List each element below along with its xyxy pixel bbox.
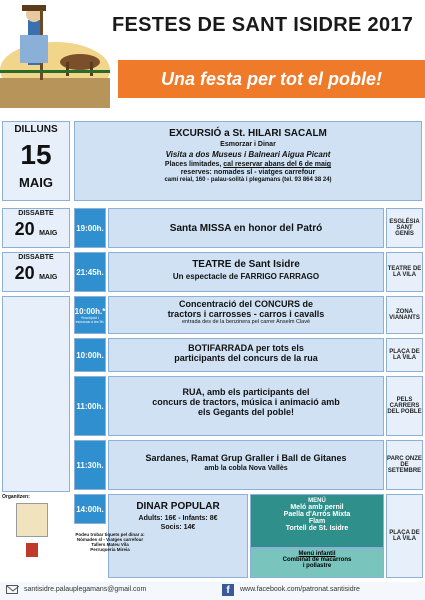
event-line1: Concentració del CONCURS de [178,299,314,309]
place-cell: ESGLÉSIA SANT GENÍS [386,208,423,248]
date-cell-saturday-mass [2,208,70,248]
place-cell: PLAÇA DE LA VILA [386,494,423,578]
date-cell-sunday [2,296,70,492]
day-label: DISSABTE [18,254,54,261]
tickets-line3: Tallers Mateu Vila [91,542,129,547]
time-cell: 21:45h. [74,252,106,292]
date-number: 20 [14,263,35,283]
rua-event [108,376,384,436]
tickets-line2: Nòmades sl - Viatges carrefour [76,537,144,542]
menu-title: MENÚ [308,498,326,504]
patronat-logo [16,503,48,537]
tickets-line1: Podeu trobar tiquets pel dinar a: [75,532,145,537]
envelope-icon [6,585,18,594]
facebook-icon: f [222,584,234,596]
dinar-prices: Adults: 16€ - Infants: 8€ [138,515,218,522]
date-cell-saturday-theatre [2,252,70,292]
event-line2: amb la cobla Nova Vallès [204,465,288,472]
event-line1: RUA, amb els participants del [182,387,310,397]
event-text: Santa MISSA en honor del Patró [169,222,323,234]
menu-item: Paella d'Arròs Mixta [283,511,351,518]
menu-box [250,494,384,548]
event-line1: Sardanes, Ramat Grup Graller i Ball de Gitanes [145,453,347,463]
kids-menu-item: i pollastre [302,563,332,569]
time-cell: 11:30h. [74,440,106,490]
organizers-label: Organitzen: [2,494,30,500]
place-cell: ZONA VIANANTS [386,296,423,334]
facebook-link[interactable]: www.facebook.com/patronat.santisidre [240,586,360,593]
excursion-details [74,121,422,201]
tickets-line4: Perruqueria Mireia [90,547,130,552]
excursion-places: Places limitades, cal reservar abans del 6 de maig [164,161,332,168]
contact-email[interactable]: santisidre.palauplegamans@gmail.com [24,586,147,593]
ajuntament-logo [26,543,38,557]
event-line2: concurs de tractors, música i animació amb [152,397,340,407]
event-line3: els Gegants del poble! [197,407,295,417]
menu-item: Meló amb pernil [290,504,344,511]
event-title: TEATRE de Sant Isidre [192,259,300,270]
event-subtitle: Un espectacle de FARRIGO FARRAGO [172,272,320,281]
organizers-block [2,494,70,578]
event-line1: BOTIFARRADA per tots els [188,343,304,353]
excursion-title: EXCURSIÓ a St. HILARI SACALM [169,128,327,139]
time-text: 10:00h.* [74,306,106,316]
place-cell: PLAÇA DE LA VILA [386,338,423,372]
sardanes-event [108,440,384,490]
event-line2: participants del concurs de la rua [174,353,318,363]
dinar-title: DINAR POPULAR [136,501,220,512]
place-cell: PARC ONZE DE SETEMBRE [386,440,423,490]
botifarrada-event [108,338,384,372]
event-line2: tractors i carrosses - carros i cavalls [167,309,325,319]
day-label: DISSABTE [18,210,54,217]
menu-item: Tortell de St. Isidre [285,525,349,532]
date-number: 20 [14,219,35,239]
excursion-visit: Visita a dos Museus i Balneari Aigua Picant [165,150,331,159]
date-number: 15 [20,139,52,170]
tickets-info [74,528,146,576]
farmer-logo-illustration [0,0,110,108]
kids-menu-item: Combinat de macarrons [282,557,352,563]
dinar-socis: Socis: 14€ [160,524,196,531]
contest-event [108,296,384,334]
excursion-reservations: reserves: nomades sl - viatges carrefour [180,169,316,176]
date-cell-monday [2,121,70,201]
time-cell: 10:00h. [74,338,106,372]
place-cell: TEATRE DE LA VILA [386,252,423,292]
place-cell: PELS CARRERS DEL POBLE [386,376,423,436]
menu-item: Flam [308,518,326,525]
footer [0,582,425,600]
month-label: MAIG [39,230,58,237]
excursion-meals: Esmorzar i Dinar [220,141,276,148]
theatre-event [108,252,384,292]
excursion-address: camí reial, 160 - palau-solità i plegamans (tel. 93 864 38 24) [164,177,332,183]
day-label: DILLUNS [14,124,58,135]
time-cell [74,296,106,334]
time-cell: 19:00h. [74,208,106,248]
mass-event [108,208,384,248]
kids-menu-title: Menú infantil [298,551,336,557]
time-cell: 14:00h. [74,494,106,524]
event-note: entrada des de la benzinera pel carrer Anselm Clavé [181,319,311,325]
banner-slogan: Una festa per tot el poble! [118,60,425,98]
month-label: MAIG [19,175,53,190]
month-label: MAIG [39,274,58,281]
time-cell: 11:00h. [74,376,106,436]
time-note: *Inscripció i esmorzar a les 9h. [75,315,105,324]
kids-menu-box [250,548,384,578]
page-title: FESTES DE SANT ISIDRE 2017 [112,14,414,36]
